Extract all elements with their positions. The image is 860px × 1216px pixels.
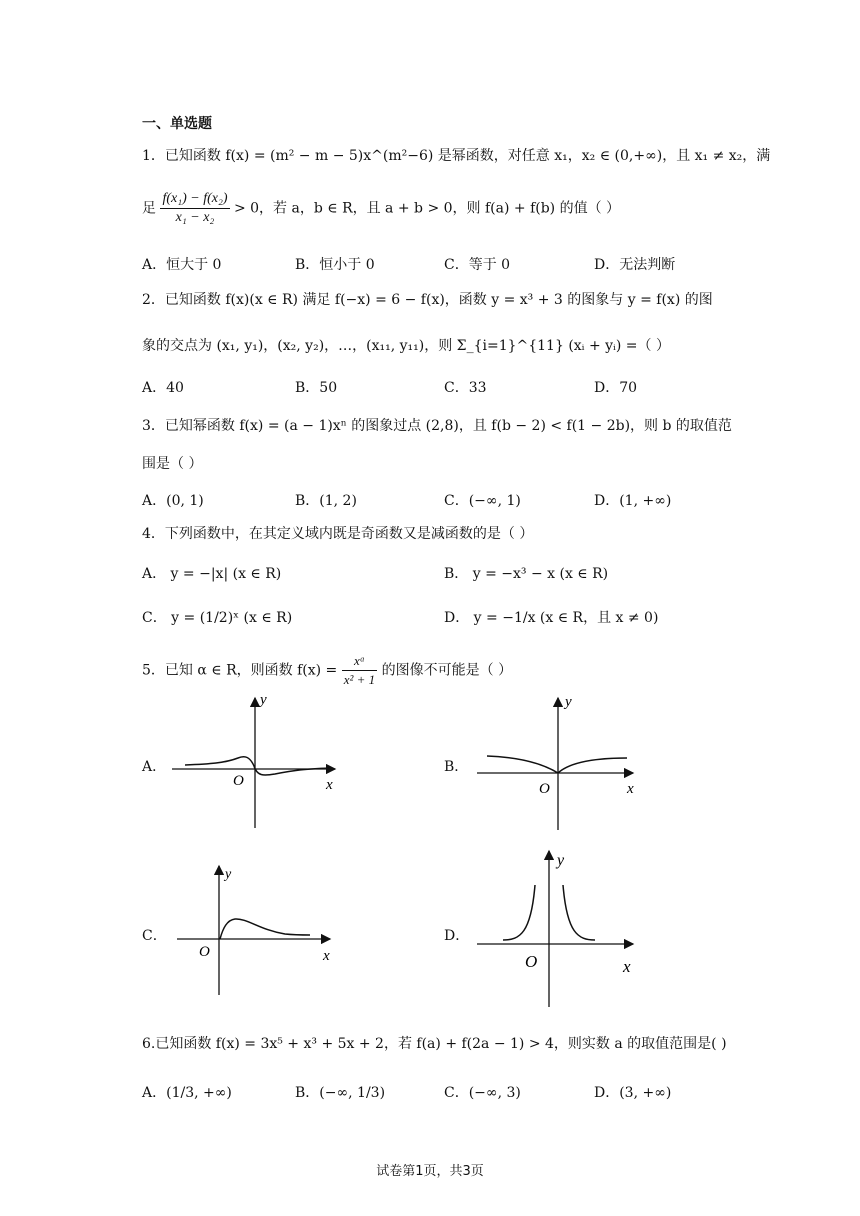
question-text: 的图像不可能是（ ） <box>381 662 513 679</box>
question-number: 1． <box>142 148 165 164</box>
axis-label-x: x <box>323 948 330 964</box>
graph-b <box>475 692 645 832</box>
numerator: f(x₁) − f(x₂) <box>160 190 229 209</box>
denominator: x² + 1 <box>343 672 376 687</box>
question-number: 5． <box>142 662 165 679</box>
axis-label-y: y <box>260 692 267 708</box>
option-b: B．(1, 2) <box>295 493 357 509</box>
origin-label: O <box>539 781 550 797</box>
option-c: C．等于 0 <box>444 257 511 273</box>
axis-label-x: x <box>623 957 631 976</box>
question-1-line2 <box>142 190 620 227</box>
question-number: 3． <box>142 418 165 434</box>
option-a: A． y = −|x| (x ∈ R) <box>142 566 282 582</box>
question-number: 4． <box>142 526 165 542</box>
option-b: B．50 <box>295 380 338 396</box>
origin-label: O <box>525 952 538 971</box>
question-5 <box>142 652 512 689</box>
question-text: 已知函数 f(x) = 3x⁵ + x³ + 5x + 2，若 f(a) + f(2a − 1) > 4，则实数 a 的取值范围是( ) <box>155 1036 727 1052</box>
option-c: C．33 <box>444 380 487 396</box>
question-text: 已知函数 f(x) = (m² − m − 5)x^(m²−6) 是幂函数，对任意 x₁，x₂ ∈ (0,+∞)，且 x₁ ≠ x₂，满 <box>164 148 771 164</box>
question-6 <box>142 1034 727 1054</box>
axis-label-x: x <box>326 777 333 793</box>
axis-label-y: y <box>557 852 565 869</box>
option-d: D．70 <box>594 380 638 396</box>
option-b: B． y = −x³ − x (x ∈ R) <box>444 566 609 582</box>
question-number: 6. <box>142 1036 156 1052</box>
question-text: 已知幂函数 f(x) = (a − 1)xⁿ 的图象过点 (2,8)，且 f(b − 2) < f(1 − 2b)，则 b 的取值范 <box>164 418 732 434</box>
option-d: D．(3, +∞) <box>594 1085 672 1101</box>
question-text: 下列函数中，在其定义域内既是奇函数又是减函数的是（ ） <box>164 526 534 542</box>
axis-label-y: y <box>225 867 232 882</box>
axis-label-x: x <box>627 781 634 797</box>
question-text: 已知函数 f(x)(x ∈ R) 满足 f(−x) = 6 − f(x)，函数 y = x³ + 3 的图象与 y = f(x) 的图 <box>164 292 713 308</box>
text: > 0，若 a，b ∈ R，且 a + b > 0，则 f(a) + f(b) 的值（ ） <box>233 200 621 217</box>
option-a: A．(0, 1) <box>142 493 204 509</box>
option-b: B．恒小于 0 <box>295 257 375 273</box>
option-c: C．(−∞, 3) <box>444 1085 521 1101</box>
option-d: D．(1, +∞) <box>594 493 672 509</box>
question-number: 2． <box>142 292 165 308</box>
option-c: C． y = (1/2)ˣ (x ∈ R) <box>142 610 293 626</box>
graph-label-d: D． <box>444 928 470 944</box>
option-d: D．无法判断 <box>594 257 676 273</box>
section-title: 一、单选题 <box>142 116 212 132</box>
question-2-line2: 象的交点为 (x₁, y₁)，(x₂, y₂)，…，(x₁₁, y₁₁)，则 Σ_{i=1}^{11} (xᵢ + yᵢ) =（ ） <box>142 338 670 354</box>
axis-label-y: y <box>565 694 572 710</box>
page-footer: 试卷第1页，共3页 <box>376 1164 484 1179</box>
graph-label-c: C． <box>142 928 167 944</box>
numerator: xᵅ <box>342 652 377 671</box>
question-2 <box>142 290 713 310</box>
question-3 <box>142 416 732 436</box>
denominator: x₁ − x₂ <box>175 210 215 225</box>
text: 足 <box>142 200 156 217</box>
option-b: B．(−∞, 1/3) <box>295 1085 386 1101</box>
graph-c <box>175 860 345 1000</box>
option-a: A．恒大于 0 <box>142 257 222 273</box>
question-text: 已知 α ∈ R，则函数 f(x) = <box>164 662 338 679</box>
question-4 <box>142 524 533 544</box>
origin-label: O <box>199 944 210 960</box>
option-a: A．40 <box>142 380 184 396</box>
option-d: D． y = −1/x (x ∈ R，且 x ≠ 0) <box>444 610 659 626</box>
fraction <box>342 652 377 689</box>
graph-label-a: A． <box>142 759 167 775</box>
graph-d <box>475 845 645 1010</box>
graph-a <box>170 690 350 830</box>
option-a: A．(1/3, +∞) <box>142 1085 232 1101</box>
question-3-line2: 围是（ ） <box>142 456 203 472</box>
option-c: C．(−∞, 1) <box>444 493 521 509</box>
graph-label-b: B． <box>444 759 469 775</box>
question-1 <box>142 146 770 166</box>
fraction <box>160 190 229 227</box>
origin-label: O <box>233 773 244 789</box>
